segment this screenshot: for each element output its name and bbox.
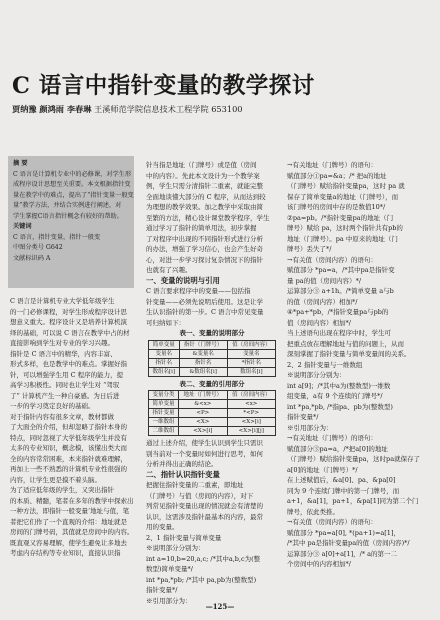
text-line: 形式多样，也是教学中的难点。掌握好指 <box>10 360 127 368</box>
table-cell: 简单变量 <box>149 400 179 409</box>
text-line: （门牌号）与值（房间的内容），对下 <box>146 491 254 500</box>
table-cell: 简单变量 <box>149 340 180 349</box>
text-line: 通过学习了指针的简单用法，初步掌握 <box>146 224 257 232</box>
table-cell: <P> <box>179 409 227 418</box>
text-line: ※说明部分分别为： <box>146 544 205 552</box>
text-line: →有关地址（门牌号）的语句： <box>287 434 377 442</box>
text-line: 把重点放在理解地址与值的问题上，从而 <box>287 339 404 348</box>
text-line: 列常见指针变量出现的情况就会有清楚的 <box>146 502 263 510</box>
text-line: 生认识指针的第一步。C 语言中常见变量 <box>146 308 264 316</box>
table-cell: <X>[i][j] <box>227 427 275 436</box>
text-line: 保存了简单变量a的地址（门牌号），而 <box>287 192 399 201</box>
text-line: 至繁的方法，精心设计课堂教学程序，学生 <box>146 213 270 222</box>
table-row <box>149 340 276 349</box>
text-line: 针当指是地址（门牌号）或是值（房间 <box>146 161 257 169</box>
abstract-line: 中图分类号 G642 <box>13 244 63 251</box>
text-line: 了对程序中出现的不同指针形式进行分析 <box>146 234 263 243</box>
text-line: 赋值部分①pa=&a；/* 把a的地址 <box>287 171 387 180</box>
text-line: 绎的基础，可以说 C 语言在教学中占的材 <box>10 328 130 337</box>
section-heading-1: 一、变量的说明与引用 <box>146 275 220 285</box>
table-cell: <x> <box>227 400 275 409</box>
text-line: 既直观又容易理解，使学生避免让多地去 <box>10 538 127 547</box>
text-line: 组变量，a有 9 个连续的门牌号*/ <box>287 392 383 400</box>
abstract-line: 学生掌握C语言指针概念有较好的帮助。 <box>13 212 123 220</box>
text-line: 对于指针内容有很多文章，教材都做 <box>10 412 114 421</box>
text-line: ④*pa+*pb，/*指针变量pa与pb的 <box>287 308 389 316</box>
table-cell: 二维数组 <box>149 427 179 436</box>
text-line: 例，学生只需分清指针二重素，就能完整 <box>146 182 263 190</box>
table-cell: 地址（门牌号） <box>179 391 227 400</box>
text-line: 了大面全的介绍，但却忽略了指针本身的 <box>10 423 127 431</box>
text-line: int *pa,*pb; /*其中 pa,pb为(整数型) <box>146 575 257 584</box>
text-line: 2、2 指针变量与一维数组 <box>287 360 363 369</box>
table-cell: 指针名 <box>179 358 227 367</box>
text-line: 赋值部分 *pa=a，/*其中pa是指针变 <box>287 266 395 274</box>
text-line: a+1，&a[1]，pa+1，&pa[1]同为第二个门 <box>287 497 419 505</box>
text-line: 高学习积极性。同时也让学生对 “驾驭 <box>10 381 120 389</box>
text-line: 个房间中的内容相加*/ <box>287 560 351 568</box>
table-cell: 指针名 <box>149 358 180 367</box>
text-line: →有关值（房间内容）的语句： <box>287 255 377 264</box>
text-line: 的本质、精髓，笔者在多年的教学中探索出 <box>10 496 134 505</box>
text-line: 通过上述介绍，使学生认识到学生只需识 <box>146 439 263 447</box>
text-line: 量 pa的值（房间内容）*/ <box>287 276 362 285</box>
text-line: 运算部分③ a+1h。/*简单变量 a与b <box>287 287 394 295</box>
abstract-line: 量”教学方法，并结合实例进行阐述，对 <box>13 202 122 209</box>
text-line: int *pa,*pb, /*指pa、pb为(整数型) <box>287 402 393 411</box>
text-line: 指针变量*/ <box>146 586 178 594</box>
text-line: 牌号）赋给 pa，这时两个指针共有pb的 <box>287 224 403 232</box>
text-line: 用的变量。 <box>146 523 179 531</box>
text-line: 该门牌号的房间中存的是数值10*/ <box>287 203 386 211</box>
text-line: 深刻掌握了指针变量与简单变量间的关系。 <box>287 350 411 358</box>
text-line: 赋值部分③pa=a，/*把a[0]的地址 <box>287 444 388 453</box>
table-cell: 变量分类 <box>149 391 179 400</box>
text-line: ※引用部分为： <box>287 423 333 432</box>
table-cell: &数组名[i] <box>179 367 227 376</box>
body-column-right <box>287 160 433 590</box>
text-line: 的值（房间内容）相加*/ <box>287 297 358 306</box>
abstract-heading: 关键词 <box>13 223 32 230</box>
table-cell: 指针（门牌号） <box>179 340 227 349</box>
text-line: /*其中 pa是指针变量pa的值（房间内容)*/ <box>287 539 410 547</box>
body-column-middle <box>146 160 278 605</box>
text-line: 房间的门牌号码，其值就是房间中的内容。 <box>10 528 134 536</box>
text-line: 可归纳如下： <box>146 318 185 327</box>
table-cell: &变量名 <box>179 349 227 358</box>
text-line: 者把它们作了一个直观的介绍：地址就是 <box>10 517 127 526</box>
abstract-heading: 摘 要 <box>13 160 28 167</box>
text-line: 别当前对一个变量时如何进行思考，如何 <box>146 449 263 458</box>
text-line: 想意义重大。程序设计又是培养计算机演 <box>10 318 127 326</box>
text-line: 中的内容）。先此本文设计为一个教学案 <box>146 171 260 180</box>
text-line: C 语言是计算机专业大学低年级学生 <box>10 297 115 305</box>
table-cell: 一维数组 <box>149 418 179 427</box>
author-names: 贾纳豫 颜鸿雨 李春琳 <box>12 104 92 114</box>
text-line: 指针是 C 语言中的精华，内容丰富、 <box>10 349 117 358</box>
table-cell: 值（房间内容） <box>227 391 275 400</box>
table-cell: <X>[i] <box>227 418 275 427</box>
table-cell: &<x> <box>179 400 227 409</box>
text-line: →有关值（房间内容）的语句： <box>287 518 377 526</box>
table-row <box>149 409 276 418</box>
text-line: 运算部分③ a[0]+a[1]，/* a的第一二 <box>287 549 398 558</box>
abstract-box <box>8 156 134 288</box>
text-line: 心，对进一步学习探讨复杂情况下的指针 <box>146 255 263 264</box>
text-line: ②pa=pb。/*指针变量pa的地址（门 <box>287 213 394 222</box>
table-1-variable-declarations <box>148 340 276 377</box>
text-line: 太多的专业知识，概念模，该懂出类大而 <box>10 444 127 452</box>
text-line: 为理想的教学效果。加之教学中采取由简 <box>146 203 263 211</box>
table-row <box>149 418 276 427</box>
text-line: →有关地址（门牌号）的语句： <box>287 161 377 169</box>
text-line: ※说明部分分别为： <box>287 371 346 379</box>
abstract-line: C 语言是计算机专业中的必修课，对学生形 <box>13 170 132 178</box>
text-line: （门牌号）赋给指针变量pa，这时 pa 就 <box>287 182 405 190</box>
table-cell: 值（房间内容） <box>227 340 275 349</box>
section-heading-2: 二、指针认识指针变量 <box>146 469 220 479</box>
author-affiliation: 王溪师范学院信息技术工程学院 653100 <box>94 104 243 114</box>
text-line: 把握住指针变量的二重素，即地址 <box>146 481 244 489</box>
text-line: 数型)简单变量*/ <box>146 565 193 573</box>
table-row <box>149 358 276 367</box>
text-line: 认识，这需涉及指针最基本的内容，最常 <box>146 512 263 521</box>
abstract-line: 文献标识码 A <box>13 254 51 262</box>
text-line: 直接影响到学生对专业的学习兴趣。 <box>10 339 114 347</box>
table-row <box>149 367 276 376</box>
text-line: 同为 9 个连续门牌中的第一门牌号，而 <box>287 486 400 495</box>
text-line: 特点，同时忽视了大学低年级学生并没有 <box>10 433 127 442</box>
text-line: 一种方法，即指针一般变量‘地址与值，笔 <box>10 507 130 515</box>
text-line: 分析并得出正确的结论。 <box>146 460 218 468</box>
table-row <box>149 391 276 400</box>
text-line: a[0]的地址（门牌号）*/ <box>287 465 358 474</box>
table-cell: 数组名[i] <box>149 367 180 376</box>
text-line: C 语言要求程序中的变量——包括指 <box>146 287 251 295</box>
text-line: ※引用部分为： <box>146 596 192 605</box>
table-cell: 变量名 <box>149 349 180 358</box>
text-line: 再加上一些不熟悉的计算机专业性很强的 <box>10 465 127 473</box>
text-line: 地址（门牌号）。pa 中原来的地址（门 <box>287 234 398 243</box>
table-2-caption: 表二、变量的引用部分 <box>179 379 245 388</box>
table-cell: <X>[i] <box>179 427 227 436</box>
text-line: 全的内容常常困难，本来指针就难理解， <box>10 454 127 463</box>
page-number: —125— <box>205 602 235 611</box>
article-title: C 语言中指针变量的教学探讨 <box>12 73 315 99</box>
text-line: 的办法，增强了学习信心，也会产生好奇 <box>146 245 263 253</box>
abstract-line: 量在教学中的难点，提出了“指针变量一般变 <box>13 191 134 199</box>
table-row <box>149 349 276 358</box>
text-line: 当上述语句出现在程序中时，学生可 <box>287 329 391 337</box>
author-line <box>12 104 428 115</box>
text-line: 牌号）丢失了*/ <box>287 245 332 253</box>
text-line: 的一门必修课程，对学生形成程序设计思 <box>10 307 127 316</box>
abstract-line: 成程序设计思想至关重要。本文根据指针变 <box>13 181 131 188</box>
table-cell: *<P> <box>227 409 275 418</box>
abstract-line: C 语言，指针变量，指针一般变 <box>13 233 101 241</box>
text-line: 2、1 指针变量与简单变量 <box>146 533 222 542</box>
text-line: 牌号，依此类推。 <box>287 507 339 516</box>
table-1-caption: 表一、变量的说明部分 <box>179 329 245 337</box>
text-line: 针，可以增强学生用 C 程序的能力，提 <box>10 370 124 379</box>
text-line: 全面地谈懂大部分的 C 程序，从而达到较 <box>146 192 266 201</box>
body-column-left <box>10 296 134 586</box>
text-line: 为了适应低年级的学生，又突出指针 <box>10 486 114 494</box>
text-line: 了” 计算机产生一种自豪感。为日后进 <box>10 391 120 400</box>
text-line: 值（房间内容）相加*/ <box>287 318 351 327</box>
table-row <box>149 400 276 409</box>
text-line: 也就有了兴趣。 <box>146 266 192 274</box>
text-line: （门牌号）赋给指针变量pa，这时pa就保存了 <box>287 455 421 463</box>
table-row <box>149 427 276 436</box>
table-2-variable-references <box>148 390 276 436</box>
text-line: 考虑内存结构等专业知识，直接认识指 <box>10 549 121 557</box>
table-cell: 变量名 <box>227 349 275 358</box>
table-cell: *指针名 <box>227 358 275 367</box>
text-line: 内容，让学生更是摸不着头脑。 <box>10 475 101 484</box>
text-line: 指针变量*/ <box>287 413 319 421</box>
table-cell: 数组名[i] <box>227 367 275 376</box>
text-line: 针变量——必须先说明后使用。这是让学 <box>146 297 263 306</box>
table-cell: 指针变量 <box>149 409 179 418</box>
text-line: 在上述赋值后，&a[0]、pa、&pa[0] <box>287 476 396 484</box>
text-line: 赋值部分 *pa=a[0], *(pa+1)=a[1]， <box>287 528 400 537</box>
table-cell: <X> <box>179 418 227 427</box>
text-line: 一步的学习奠定良好的基础。 <box>10 402 95 410</box>
text-line: int a=10,b=20,a,c; /*其中a,b,c为(整 <box>146 554 261 563</box>
text-line: int a[9]；/*其中a为(整数型)一维数 <box>287 381 391 390</box>
